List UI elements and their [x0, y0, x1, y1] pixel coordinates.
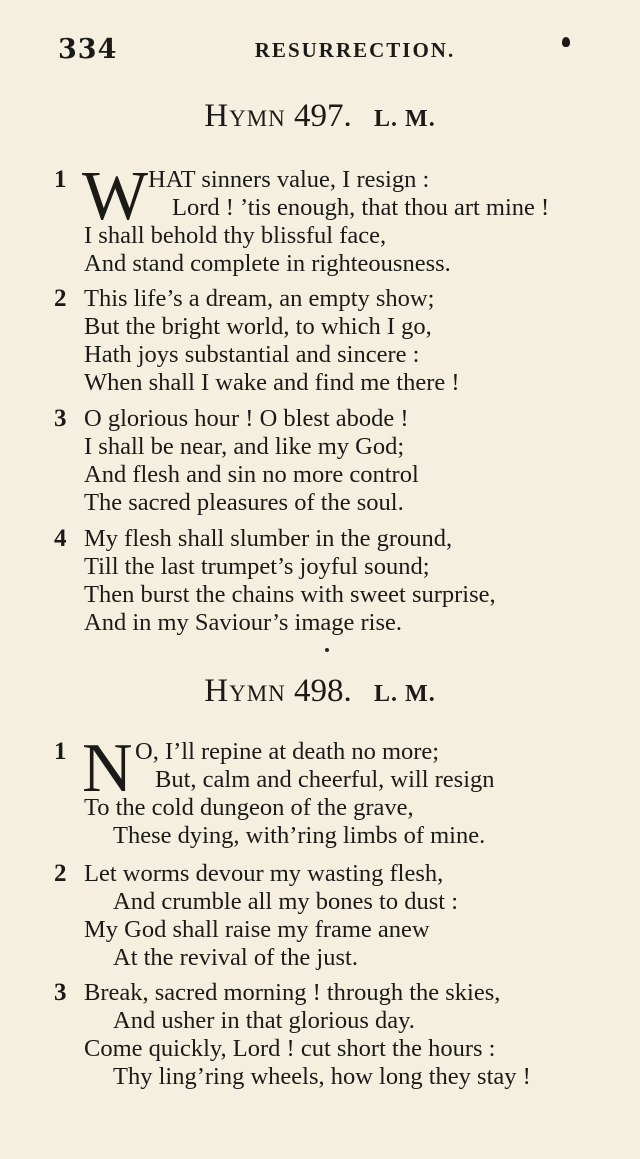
verse-line: Hath joys substantial and sincere :	[84, 341, 420, 368]
ink-spot-mark	[562, 37, 570, 47]
verse-number: 3	[54, 405, 67, 432]
verse-line: To the cold dungeon of the grave,	[84, 794, 414, 821]
verse-line: At the revival of the just.	[113, 944, 358, 971]
page-number: 334	[58, 34, 118, 65]
verse-line: Come quickly, Lord ! cut short the hours :	[84, 1035, 496, 1062]
verse-number: 3	[54, 979, 67, 1006]
verse-number: 4	[54, 525, 67, 552]
verse-line: The sacred pleasures of the soul.	[84, 489, 404, 516]
verse-line: When shall I wake and find me there !	[84, 369, 460, 396]
verse-line: But, calm and cheerful, will resign	[155, 766, 495, 793]
verse-number: 1	[54, 738, 67, 765]
hymn-number: 497.	[294, 98, 352, 134]
verse-line: And in my Saviour’s image rise.	[84, 609, 403, 636]
verse-line: My flesh shall slumber in the ground,	[84, 525, 453, 552]
hymn-number: 498.	[294, 673, 352, 709]
separator-dot	[325, 648, 329, 652]
verse-number: 2	[54, 285, 67, 312]
verse-line: My God shall raise my frame anew	[84, 916, 430, 943]
hymn-title	[0, 98, 640, 135]
verse-line: HAT sinners value, I resign :	[148, 166, 430, 193]
verse-line: Then burst the chains with sweet surprise,	[84, 581, 496, 608]
verse-number: 1	[54, 166, 67, 193]
verse-line: And flesh and sin no more control	[84, 461, 419, 488]
hymn-word: Hymn	[204, 673, 286, 709]
verse-line: Thy ling’ring wheels, how long they stay !	[113, 1063, 531, 1090]
hymn-title	[0, 673, 640, 710]
verse-line: Let worms devour my wasting flesh,	[84, 860, 444, 887]
verse-line: I shall behold thy blissful face,	[84, 222, 387, 249]
hymn-word: Hymn	[204, 98, 286, 134]
verse-line: I shall be near, and like my God;	[84, 433, 405, 460]
verse-line: But the bright world, to which I go,	[84, 313, 432, 340]
verse-number: 2	[54, 860, 67, 887]
verse-line: These dying, with’ring limbs of mine.	[113, 822, 486, 849]
verse-line: And stand complete in righteousness.	[84, 250, 451, 277]
verse-line: Lord ! ’tis enough, that thou art mine !	[172, 194, 550, 221]
drop-cap: N	[82, 730, 133, 807]
verse-line: O glorious hour ! O blest abode !	[84, 405, 409, 432]
verse-line: This life’s a dream, an empty show;	[84, 285, 435, 312]
verse-line: Break, sacred morning ! through the skies,	[84, 979, 501, 1006]
verse-line: And crumble all my bones to dust :	[113, 888, 458, 915]
running-head: RESURRECTION.	[254, 38, 456, 62]
hymn-meter: L. M.	[374, 106, 436, 132]
verse-line: O, I’ll repine at death no more;	[135, 738, 440, 765]
drop-cap: W	[82, 158, 149, 235]
verse-line: Till the last trumpet’s joyful sound;	[84, 553, 430, 580]
hymn-meter: L. M.	[374, 681, 436, 707]
verse-line: And usher in that glorious day.	[113, 1007, 415, 1034]
